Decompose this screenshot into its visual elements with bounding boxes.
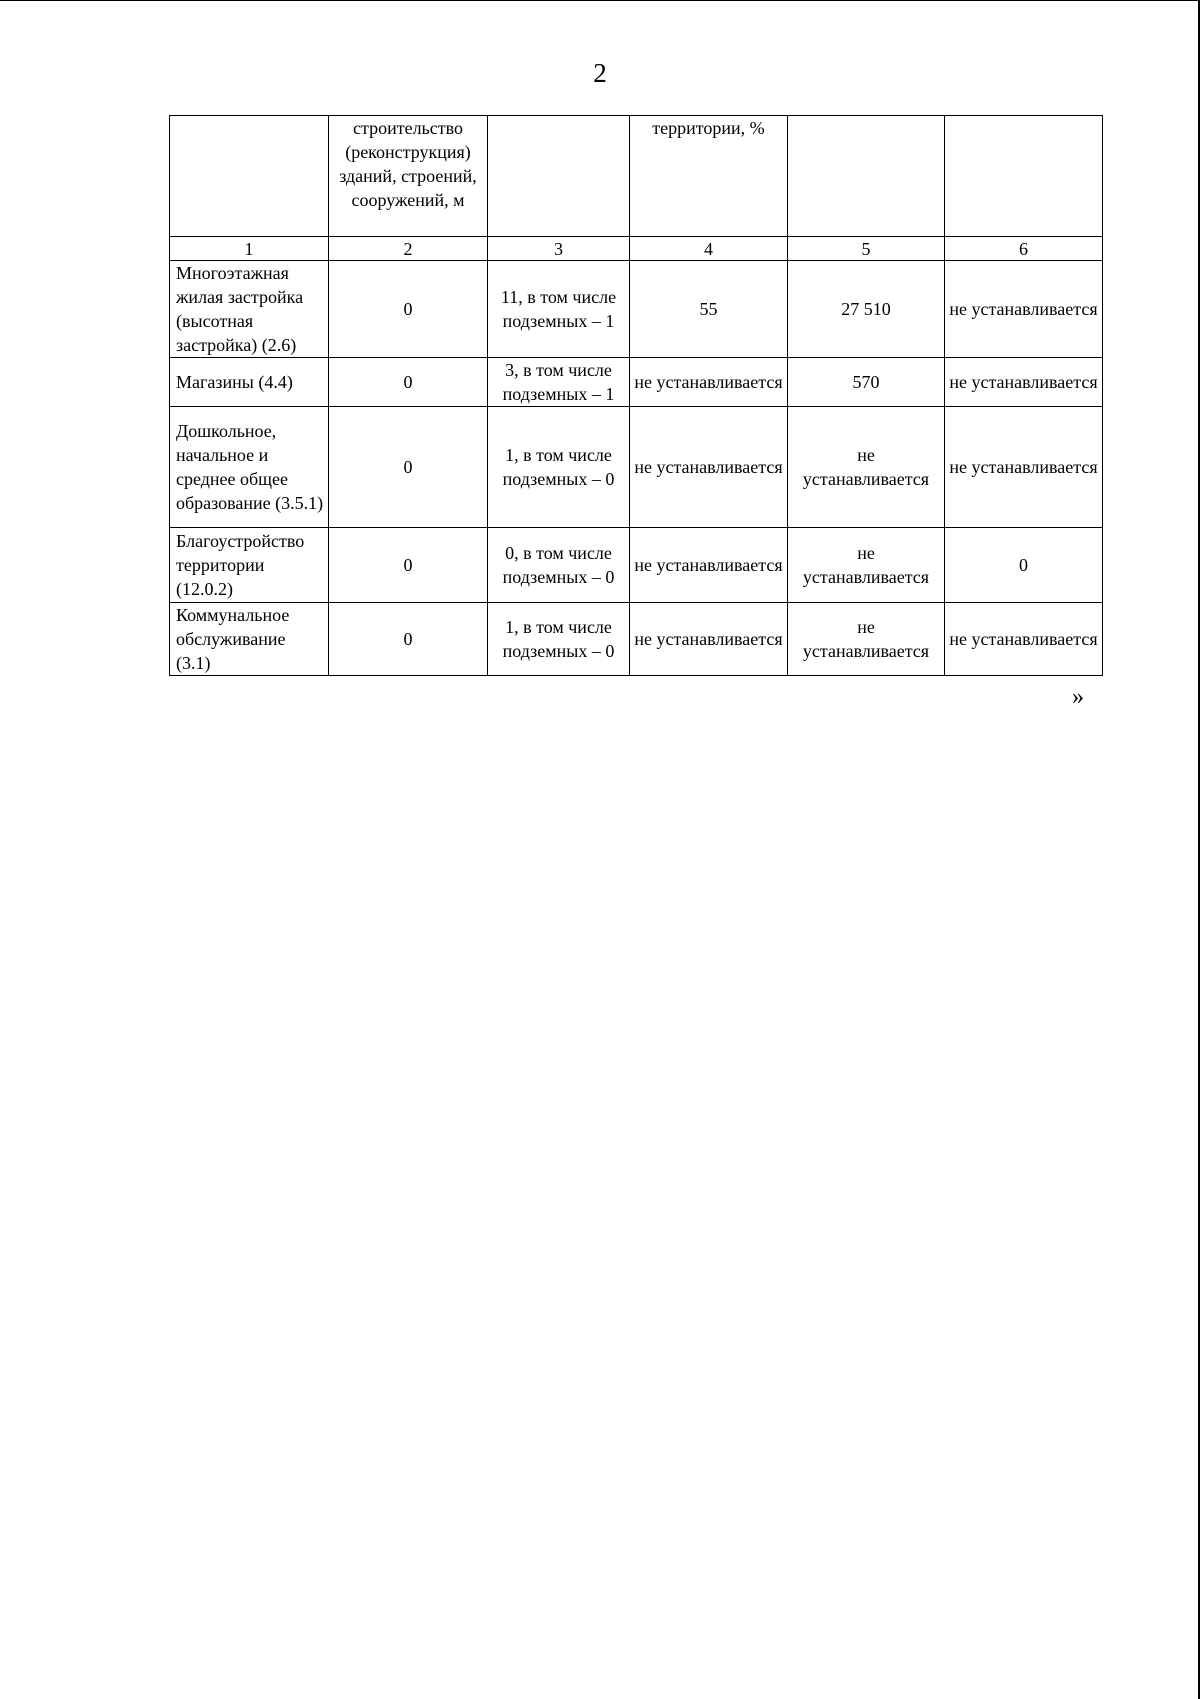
table-cell: не устанавливается [788,528,945,603]
column-number: 2 [329,237,488,261]
table-cell: 27 510 [788,261,945,358]
table-cell: 0, в том числе подземных – 0 [488,528,630,603]
header-cell-3 [488,116,630,237]
table-cell: не устанавливается [788,407,945,528]
table-cell: не устанавливается [630,358,788,407]
table-cell: 570 [788,358,945,407]
page-border-top [0,0,1200,1]
table-row [170,261,1103,358]
column-number: 3 [488,237,630,261]
table-cell: не устанавливается [630,528,788,603]
header-cell-1 [170,116,329,237]
table-cell: 55 [630,261,788,358]
table-cell: 0 [329,603,488,676]
row-name-cell: Магазины (4.4) [170,358,329,407]
table-row [170,407,1103,528]
parameters-table [169,115,1103,676]
header-cell-4: территории, % [630,116,788,237]
table-cell: 0 [329,358,488,407]
table-header-row [170,116,1103,237]
row-name-cell: Благоустройство территории (12.0.2) [170,528,329,603]
row-name-cell: Коммунальное обслуживание (3.1) [170,603,329,676]
table-cell: не устанавливается [630,407,788,528]
table-row [170,528,1103,603]
column-number: 6 [945,237,1103,261]
table-cell: не устанавливается [945,603,1103,676]
table-cell: не устанавливается [945,261,1103,358]
column-numbers-row [170,237,1103,261]
table-cell: 11, в том числе подземных – 1 [488,261,630,358]
table-cell: не устанавливается [945,407,1103,528]
closing-quote-mark: » [1072,684,1084,710]
table-cell: не устанавливается [788,603,945,676]
page-number: 2 [593,58,607,88]
row-name-cell: Многоэтажная жилая застройка (высотная застройка) (2.6) [170,261,329,358]
table-cell: 0 [329,528,488,603]
table-row [170,358,1103,407]
table-cell: 3, в том числе подземных – 1 [488,358,630,407]
header-cell-2: строительство (реконструкция) зданий, строений, сооружений, м [329,116,488,237]
table-cell: 1, в том числе подземных – 0 [488,603,630,676]
table-cell: 1, в том числе подземных – 0 [488,407,630,528]
table-cell: не устанавливается [945,358,1103,407]
table-cell: 0 [329,261,488,358]
column-number: 1 [170,237,329,261]
header-cell-5 [788,116,945,237]
column-number: 5 [788,237,945,261]
header-cell-6 [945,116,1103,237]
table-row [170,603,1103,676]
table-cell: 0 [945,528,1103,603]
column-number: 4 [630,237,788,261]
table-cell: не устанавливается [630,603,788,676]
table-cell: 0 [329,407,488,528]
row-name-cell: Дошкольное, начальное и среднее общее образование (3.5.1) [170,407,329,528]
